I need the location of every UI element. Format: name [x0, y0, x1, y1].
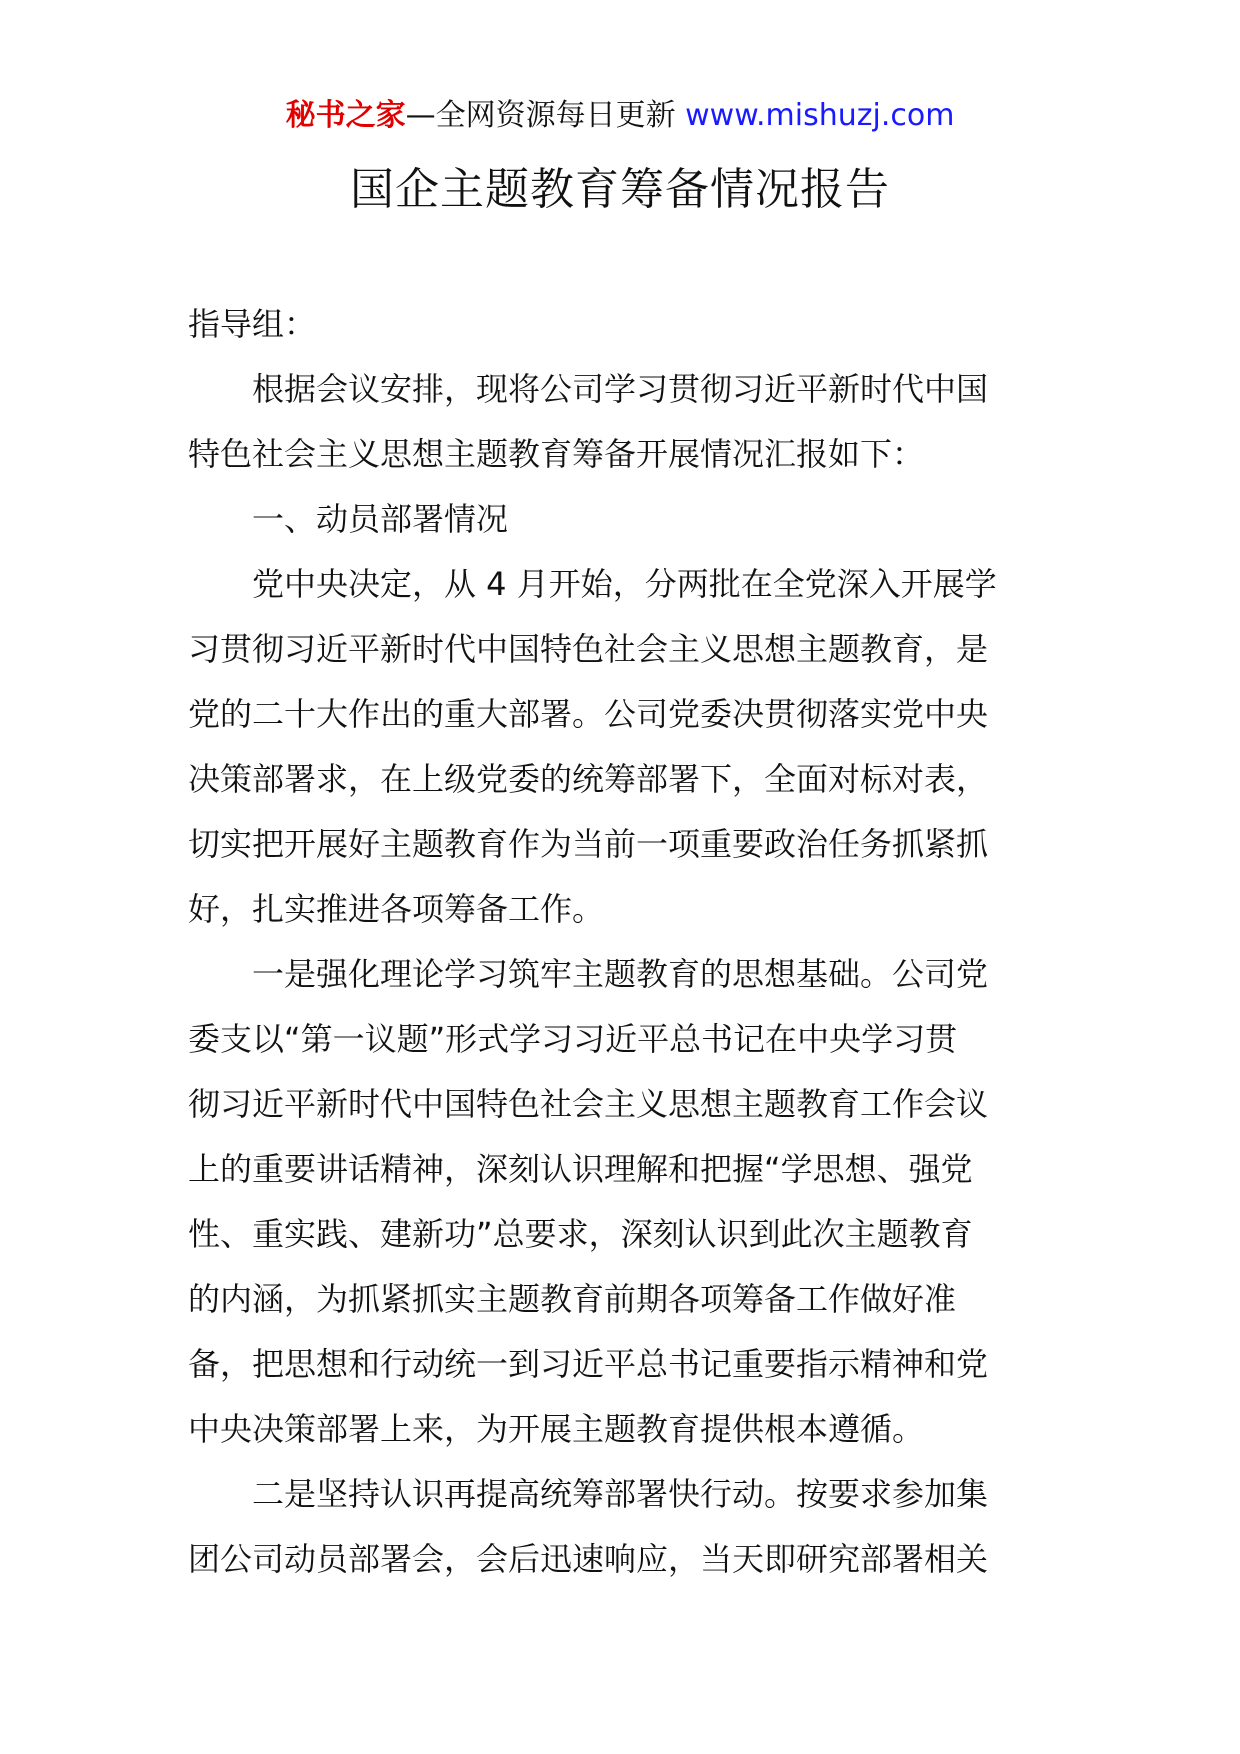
paragraph-line: 性、重实践、建新功”总要求，深刻认识到此次主题教育: [188, 1215, 973, 1253]
paragraph-line: 好，扎实推进各项筹备工作。: [188, 890, 605, 928]
section-heading: 一、动员部署情况: [252, 500, 509, 538]
paragraph-line: 党的二十大作出的重大部署。公司党委决贯彻落实党中央: [188, 695, 989, 733]
paragraph-line: 根据会议安排，现将公司学习贯彻习近平新时代中国: [252, 370, 989, 408]
watermark-dash: —: [405, 98, 436, 133]
watermark-tagline: 全网资源每日更新: [435, 98, 676, 133]
paragraph-line: 决策部署求，在上级党委的统筹部署下，全面对标对表，: [188, 760, 989, 798]
document-body: [188, 292, 1058, 1592]
paragraph-line: 彻习近平新时代中国特色社会主义思想主题教育工作会议: [188, 1085, 989, 1123]
salutation-line: 指导组：: [188, 305, 317, 343]
paragraph-line: 切实把开展好主题教育作为当前一项重要政治任务抓紧抓: [188, 825, 989, 863]
paragraph-line: 一是强化理论学习筑牢主题教育的思想基础。公司党: [252, 955, 989, 993]
watermark-header: [0, 96, 1240, 136]
paragraph-line: 上的重要讲话精神，深刻认识理解和把握“学思想、强党: [188, 1150, 973, 1188]
paragraph-line: 的内涵，为抓紧抓实主题教育前期各项筹备工作做好准: [188, 1280, 957, 1318]
paragraph-line: 中央决策部署上来，为开展主题教育提供根本遵循。: [188, 1410, 925, 1448]
paragraph-line: 特色社会主义思想主题教育筹备开展情况汇报如下：: [188, 435, 925, 473]
paragraph-line: 备，把思想和行动统一到习近平总书记重要指示精神和党: [188, 1345, 989, 1383]
document-title: 国企主题教育筹备情况报告: [350, 164, 890, 215]
paragraph-line: 团公司动员部署会，会后迅速响应，当天即研究部署相关: [188, 1540, 989, 1578]
paragraph-line: 党中央决定，从 4 月开始，分两批在全党深入开展学: [252, 565, 997, 603]
paragraph-line: 习贯彻习近平新时代中国特色社会主义思想主题教育，是: [188, 630, 989, 668]
watermark-url: www.mishuzj.com: [685, 98, 955, 133]
paragraph-line: 委支以“第一议题”形式学习习近平总书记在中央学习贯: [188, 1020, 958, 1058]
paragraph-line: 二是坚持认识再提高统筹部署快行动。按要求参加集: [252, 1475, 989, 1513]
watermark-brand: 秘书之家: [285, 98, 406, 133]
